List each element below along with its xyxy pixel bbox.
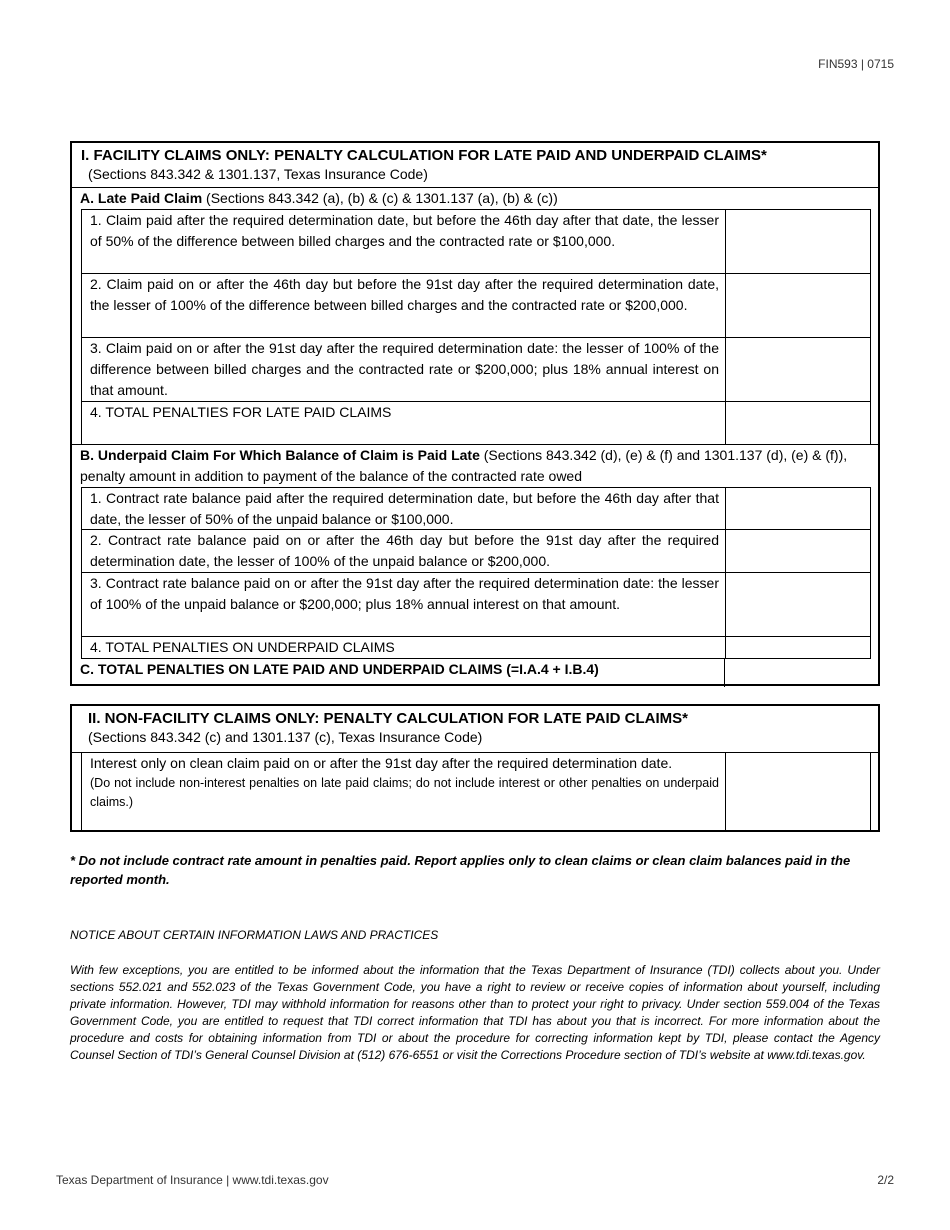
table-row	[82, 274, 870, 338]
footnote: * Do not include contract rate amount in penalties paid. Report applies only to clean claims or clean claim balances paid in the reported month.	[70, 853, 851, 887]
part-a-table	[81, 209, 871, 444]
part-a-heading-bold: A. Late Paid Claim	[80, 190, 203, 206]
table-row	[82, 573, 870, 637]
part-b-heading-rest: (Sections 843.342 (d), (e) & (f) and 1301.137 (d), (e) & (f)), penalty amount in addition to payment of the balance of the contracted rate owed	[80, 447, 848, 484]
row-label: 3. Claim paid on or after the 91st day after the required determination date: the lesser of 100% of the difference between billed charges and the contracted rate or $200,000; plus 18% annual interest on that amount.	[82, 338, 726, 401]
row-label: 2. Claim paid on or after the 46th day but before the 91st day after the required determination date, the lesser of 100% of the difference between billed charges and the contracted rate or $200,000.	[82, 274, 726, 337]
section-2-table	[81, 753, 871, 831]
amount-field-a1[interactable]	[726, 210, 870, 273]
notice-body: With few exceptions, you are entitled to be informed about the information that the Texas Department of Insurance (TDI) collects about you. Under sections 552.021 and 552.023 of the Texas Government Code, you have a right to review or receive copies of information about yourself, including private information. However, TDI may withhold information for reasons other than to protect your right to privacy. Under section 559.004 of the Texas Government Code, you are entitled to request that TDI correct information that TDI has about you that is incorrect. For more information about the procedure and costs for obtaining information from TDI or about the procedure for correcting information kept by TDI, please contact the Agency Counsel Section of TDI’s General Counsel Division at (512) 676-6551 or visit the Corrections Procedure section of TDI’s website at www.tdi.texas.gov.	[70, 963, 880, 1062]
amount-field-a4[interactable]	[726, 402, 870, 444]
amount-field-b4[interactable]	[726, 637, 870, 658]
part-a-heading-rest: (Sections 843.342 (a), (b) & (c) & 1301.137 (a), (b) & (c))	[202, 190, 558, 206]
table-row	[82, 530, 870, 573]
part-b-heading	[72, 444, 878, 487]
form-id: FIN593 | 0715	[818, 57, 894, 71]
section-1-title: I. FACILITY CLAIMS ONLY: PENALTY CALCULATION FOR LATE PAID AND UNDERPAID CLAIMS*	[81, 147, 767, 164]
page-number: 2/2	[877, 1173, 894, 1187]
facility-claims-section	[70, 141, 880, 686]
row-label: 3. Contract rate balance paid on or after the 91st day after the required determination date: the lesser of 100% of the unpaid balance or $200,000; plus 18% annual interest on that amount.	[82, 573, 726, 636]
row-label	[82, 753, 726, 831]
notice-title: NOTICE ABOUT CERTAIN INFORMATION LAWS AND PRACTICES	[70, 928, 439, 942]
table-row	[82, 488, 870, 530]
table-row	[82, 637, 870, 659]
part-b-heading-bold: B. Underpaid Claim For Which Balance of Claim is Paid Late	[80, 447, 480, 463]
row-label: 1. Contract rate balance paid after the required determination date, but before the 46th day after that date, the lesser of 50% of the unpaid balance or $100,000.	[82, 488, 726, 529]
section-1-subtitle: (Sections 843.342 & 1301.137, Texas Insurance Code)	[88, 166, 428, 182]
section-2-title: II. NON-FACILITY CLAIMS ONLY: PENALTY CALCULATION FOR LATE PAID CLAIMS*	[88, 710, 688, 727]
row-label: 1. Claim paid after the required determination date, but before the 46th day after that date, the lesser of 50% of the difference between billed charges and the contracted rate or $100,000.	[82, 210, 726, 273]
part-a-heading	[72, 188, 878, 209]
interest-row-text: Interest only on clean claim paid on or after the 91st day after the required determination date.	[90, 755, 673, 771]
total-c-label: C. TOTAL PENALTIES ON LATE PAID AND UNDERPAID CLAIMS (=I.A.4 + I.B.4)	[72, 659, 725, 687]
amount-field-interest[interactable]	[726, 753, 870, 831]
table-row	[82, 210, 870, 274]
part-b-table	[81, 487, 871, 659]
amount-field-c[interactable]	[725, 659, 878, 687]
table-row	[82, 402, 870, 444]
section-1-header	[72, 143, 878, 188]
amount-field-a3[interactable]	[726, 338, 870, 401]
amount-field-b2[interactable]	[726, 530, 870, 572]
row-label: 4. TOTAL PENALTIES FOR LATE PAID CLAIMS	[82, 402, 726, 444]
interest-row-note: (Do not include non-interest penalties on late paid claims; do not include interest or other penalties on underpaid claims.)	[90, 776, 719, 809]
row-label: 4. TOTAL PENALTIES ON UNDERPAID CLAIMS	[82, 637, 726, 658]
amount-field-b3[interactable]	[726, 573, 870, 636]
table-row	[82, 338, 870, 402]
row-label: 2. Contract rate balance paid on or after the 46th day but before the 91st day after the required determination date, the lesser of 100% of the unpaid balance or $200,000.	[82, 530, 726, 572]
total-c-row	[72, 659, 878, 687]
non-facility-claims-section	[70, 704, 880, 832]
amount-field-a2[interactable]	[726, 274, 870, 337]
section-2-subtitle: (Sections 843.342 (c) and 1301.137 (c), Texas Insurance Code)	[88, 729, 483, 745]
section-2-header	[72, 706, 878, 753]
footer-agency: Texas Department of Insurance | www.tdi.texas.gov	[56, 1173, 329, 1187]
amount-field-b1[interactable]	[726, 488, 870, 529]
table-row	[82, 753, 870, 831]
